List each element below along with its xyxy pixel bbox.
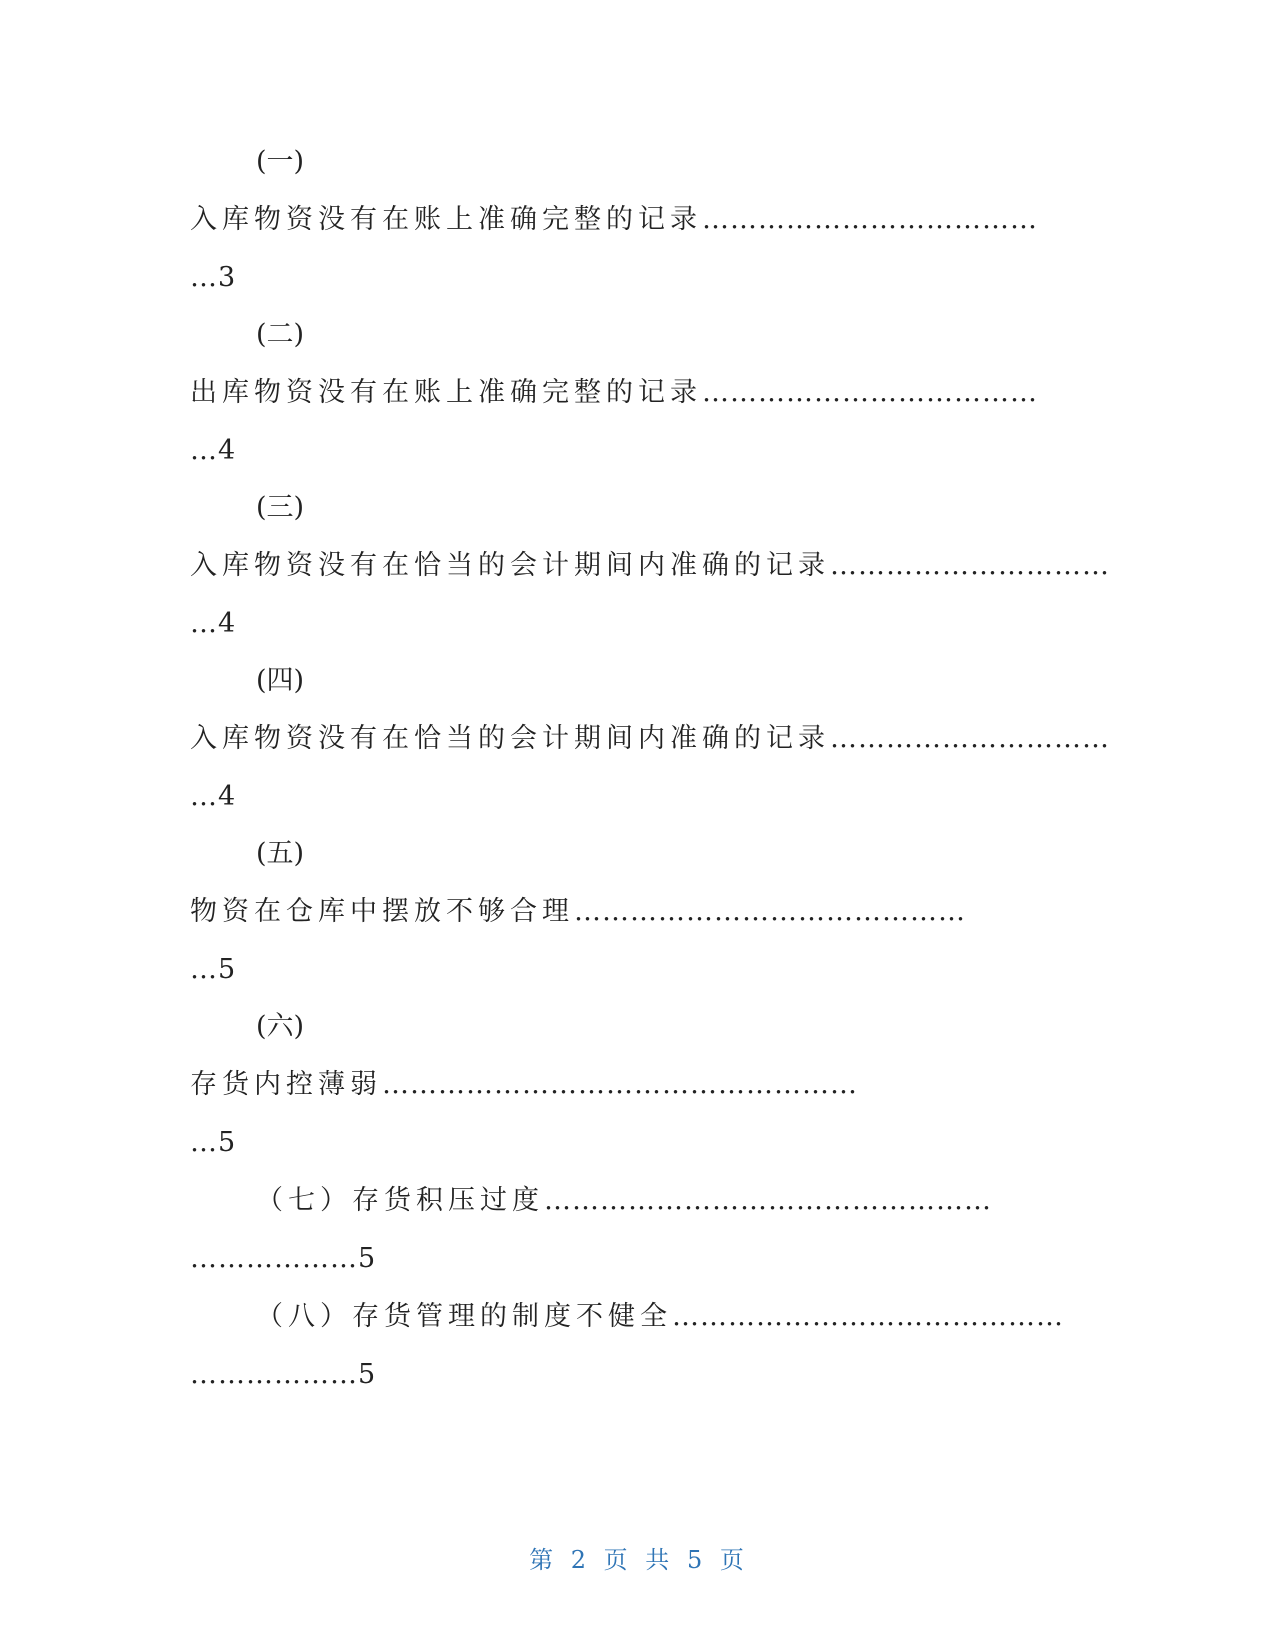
toc-entry-page-line <box>190 1123 235 1163</box>
toc-leader-dots: … <box>190 435 218 466</box>
toc-leader-dots: ……………………………… <box>702 204 1038 235</box>
toc-entry-line[interactable] <box>190 892 1060 932</box>
toc-entry-page-line <box>190 431 235 471</box>
toc-entry-title: 存货内控薄弱 <box>190 1069 382 1100</box>
toc-entry-line[interactable] <box>256 1297 1064 1337</box>
toc-entry-title: （八）存货管理的制度不健全 <box>256 1301 672 1332</box>
toc-entry-page-line <box>190 1239 375 1279</box>
toc-leader-dots: … <box>190 608 218 639</box>
toc-leader-dots: ……………… <box>190 1243 358 1274</box>
toc-entry-page-line <box>190 777 235 817</box>
page-footer: 第 2 页 共 5 页 <box>529 1546 746 1574</box>
toc-leader-dots: …………………………………… <box>672 1301 1064 1332</box>
toc-leader-dots: … <box>190 781 218 812</box>
toc-entry-line[interactable] <box>190 200 1060 240</box>
toc-entry-page-line <box>190 950 235 990</box>
toc-entry-line[interactable] <box>190 373 1060 413</box>
toc-leader-dots: …………………………………………… <box>382 1069 858 1100</box>
toc-page-number: 4 <box>218 608 236 639</box>
toc-page-number: 4 <box>218 435 236 466</box>
toc-entry-number: (五) <box>256 838 305 869</box>
toc-leader-dots: ……………………………… <box>702 377 1038 408</box>
toc-entry-line[interactable] <box>190 546 1110 586</box>
toc-leader-dots: ………………………… <box>830 723 1110 754</box>
toc-entry-number: (六) <box>256 1011 305 1042</box>
toc-entry-number: (二) <box>256 319 305 350</box>
toc-page-number: 5 <box>358 1243 376 1274</box>
toc-leader-dots: …………………………………… <box>574 896 966 927</box>
toc-page-number: 5 <box>218 1127 236 1158</box>
toc-page-number: 4 <box>218 781 236 812</box>
toc-entry-line[interactable] <box>190 719 1110 759</box>
toc-entry-page-line <box>190 604 235 644</box>
toc-entry-title: 入库物资没有在恰当的会计期间内准确的记录 <box>190 723 830 754</box>
toc-entry-title: 入库物资没有在账上准确完整的记录 <box>190 204 702 235</box>
toc-leader-dots: … <box>190 954 218 985</box>
toc-entry-number: (三) <box>256 492 305 523</box>
toc-entry-title: 入库物资没有在恰当的会计期间内准确的记录 <box>190 550 830 581</box>
toc-leader-dots: ……………… <box>190 1359 358 1390</box>
toc-entry-title: （七）存货积压过度 <box>256 1185 544 1216</box>
toc-entry-line[interactable] <box>256 1181 1060 1221</box>
toc-entry-page-line <box>190 258 235 298</box>
toc-page-number: 5 <box>358 1359 376 1390</box>
toc-leader-dots: … <box>190 1127 218 1158</box>
toc-page-number: 5 <box>218 954 236 985</box>
toc-entry-title: 物资在仓库中摆放不够合理 <box>190 896 574 927</box>
toc-entry-number: (一) <box>256 146 305 177</box>
toc-entry-title: 出库物资没有在账上准确完整的记录 <box>190 377 702 408</box>
toc-leader-dots: … <box>190 262 218 293</box>
toc-leader-dots: ………………………… <box>830 550 1110 581</box>
toc-entry-page-line <box>190 1355 375 1395</box>
toc-entry-number: (四) <box>256 665 305 696</box>
toc-entry-line[interactable] <box>190 1065 1060 1105</box>
toc-page-number: 3 <box>218 262 236 293</box>
toc-leader-dots: ………………………………………… <box>544 1185 992 1216</box>
